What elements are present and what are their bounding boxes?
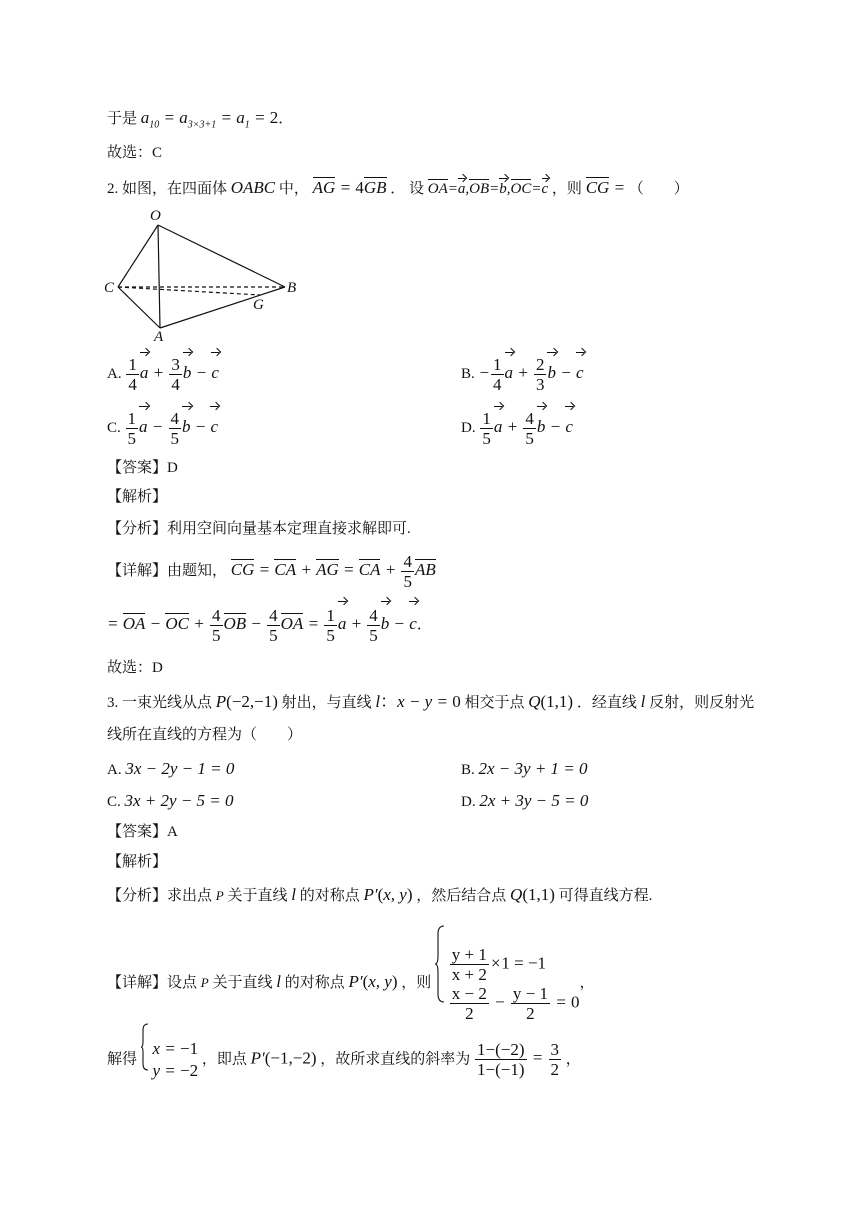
q2-detail-prefix: 【详解】由题知， (107, 563, 228, 579)
point-Q: Q(1,1) (528, 692, 574, 711)
point-Q: Q(1,1) (510, 885, 555, 904)
point-P-prime-value: P′(−1,−2) (250, 1048, 317, 1068)
q3-stem-e: 反射，则反射光 (649, 695, 755, 711)
q2-target: CG = (585, 178, 626, 197)
q3-detail-d: ，则 (401, 974, 432, 991)
q2-option-d (461, 407, 573, 448)
q2-choice: 故选：D (107, 660, 163, 676)
q3-analysis-b: 关于直线 (227, 888, 288, 904)
q3-stem-line2: 线所在直线的方程为（ ） (107, 727, 303, 743)
q3-analysis-head: 【解析】 (107, 854, 168, 870)
option-letter: C. (107, 420, 121, 436)
option-letter: C. (107, 794, 121, 810)
q2-stem-end: ，则 (551, 181, 582, 197)
line-l-ref: l (640, 692, 646, 711)
label-A: A (154, 329, 164, 343)
option-expr: $\frac{1}{5}$ a − $\frac{4}{5}$ b − c (127, 408, 219, 448)
q2-tetra: OABC (230, 178, 276, 197)
q3-detail-a: 【详解】设点 (107, 974, 198, 991)
q3-answer: 【答案】A (107, 824, 178, 840)
option-expr: 3x − 2y − 1 = 0 (125, 759, 235, 778)
q3-stem-c: 相交于点 (464, 695, 525, 711)
q2-defs: OA=a,OB=b,OC=c (427, 181, 549, 197)
option-letter: B. (461, 366, 475, 382)
tetrahedron-figure (100, 203, 310, 343)
q2-paren: （ ） (628, 181, 689, 197)
text-prefix: 于是 (107, 111, 138, 127)
option-letter: A. (107, 366, 122, 382)
q3-solve-c: ，故所求直线的斜率为 (320, 1051, 471, 1068)
q3-option-d (461, 791, 588, 812)
option-expr: $\frac{1}{4}$ a + $\frac{3}{4}$ b − c (128, 354, 219, 394)
solution-system: x = −1 y = −2 (152, 1039, 199, 1080)
q3-analysis-c: 的对称点 (299, 888, 360, 904)
q2-detail-2: = OA − OC + $\frac{4}{5}$ OB − $\frac{4}{5}$ OA = $\frac{1}{5}$ a + $\frac{4}{5}$ b − c． (107, 602, 432, 647)
point-P-prime: P′(x, y) (348, 971, 398, 991)
q3-detail-c: 的对称点 (284, 974, 345, 991)
q3-solve-a: 解得 (107, 1051, 138, 1068)
q2-stem-prefix: 2. 如图，在四面体 (107, 181, 228, 197)
q3-option-c (107, 791, 234, 812)
q3-stem-b: 射出，与直线 (281, 695, 372, 711)
q2-analysis: 【分析】利用空间向量基本定理直接求解即可. (107, 521, 411, 537)
q2-condition: AG = 4GB (312, 178, 387, 197)
q3-detail: 【详解】设点 P 关于直线 l 的对称点 P′(x, y) ，则 $\frac{y + 1}{x + 2}$ ×1 = −1 $\frac{x - 2}{2}$ − $\frac{y - 1}{2}$ = 0 ， (107, 924, 594, 1043)
q3-solve-d: ， (565, 1051, 581, 1068)
q2-detail-eq2: = OA − OC + $\frac{4}{5}$ OB − $\frac{4}{5}$ OA = $\frac{1}{5}$ a + $\frac{4}{5}$ b − c (107, 614, 417, 633)
q2-stem: 2. 如图，在四面体 OABC 中， AG = 4GB ． 设 OA=a,OB=b,OC=c ，则 CG = （ ） (107, 178, 689, 197)
line-l: l (276, 971, 281, 991)
q3-analysis (107, 885, 652, 906)
intro-equation: $a_{10} = a_{3\times 3+1} = a_1 = 2$ (140, 108, 279, 131)
label-G: G (253, 297, 264, 313)
option-letter: D. (461, 420, 476, 436)
q2-analysis-head: 【解析】 (107, 489, 168, 505)
q2-answer: 【答案】D (107, 460, 178, 476)
q2-option-a (107, 353, 219, 394)
option-letter: D. (461, 794, 476, 810)
point-P: P (215, 888, 224, 903)
option-letter: B. (461, 762, 475, 778)
q3-analysis-d: ，然后结合点 (416, 888, 507, 904)
q3-option-b (461, 759, 588, 780)
option-expr: 3x + 2y − 5 = 0 (124, 791, 234, 810)
option-expr: 2x − 3y + 1 = 0 (478, 759, 588, 778)
option-expr: 2x + 3y − 5 = 0 (479, 791, 589, 810)
intro-line: 于是 $a_{10} = a_{3\times 3+1} = a_1 = 2$． (107, 108, 294, 131)
label-O: O (150, 208, 161, 224)
option-expr: − $\frac{1}{4}$ a + $\frac{2}{3}$ b − c (478, 354, 584, 394)
line-l: l：x − y = 0 (375, 692, 461, 711)
intro-choice: 故选：C (107, 145, 163, 161)
q3-stem-a: 3. 一束光线从点 (107, 695, 213, 711)
q2-stem-mid: 中， (278, 181, 309, 197)
label-C: C (104, 280, 115, 296)
q3-solve (107, 1022, 581, 1098)
equation-system: $\frac{y + 1}{x + 2}$ ×1 = −1 $\frac{x - 2}{2}$ − $\frac{y - 1}{2}$ = 0 (451, 944, 580, 1023)
q3-analysis-a: 【分析】求出点 (107, 888, 213, 904)
q3-option-a (107, 759, 234, 780)
option-letter: A. (107, 762, 122, 778)
q3-stem-line1 (107, 692, 754, 713)
label-B: B (287, 280, 297, 296)
q3-solve-b: ，即点 (201, 1051, 247, 1068)
q2-stem-cond: 设 (409, 181, 425, 197)
q2-option-b (461, 353, 584, 394)
point-P: P (200, 974, 209, 990)
q2-detail-eq: CG = CA + AG = CA + $\frac{4}{5}$ AB (230, 551, 436, 591)
q3-stem-d: ．经直线 (576, 695, 637, 711)
point-P-prime: P′(x, y) (363, 885, 413, 904)
point-P: P(−2,−1) (215, 692, 278, 711)
q3-analysis-e: 可得直线方程. (558, 888, 653, 904)
line-l: l (291, 885, 296, 904)
q3-detail-b: 关于直线 (212, 974, 273, 991)
q2-option-c (107, 407, 218, 448)
option-expr: $\frac{1}{5}$ a + $\frac{4}{5}$ b − c (482, 408, 573, 448)
slope-expr: $\frac{1-(-2)}{1-(-1)}$ = $\frac{3}{2}$ (477, 1040, 560, 1080)
brace-icon (141, 1022, 149, 1098)
q2-detail (107, 548, 436, 593)
